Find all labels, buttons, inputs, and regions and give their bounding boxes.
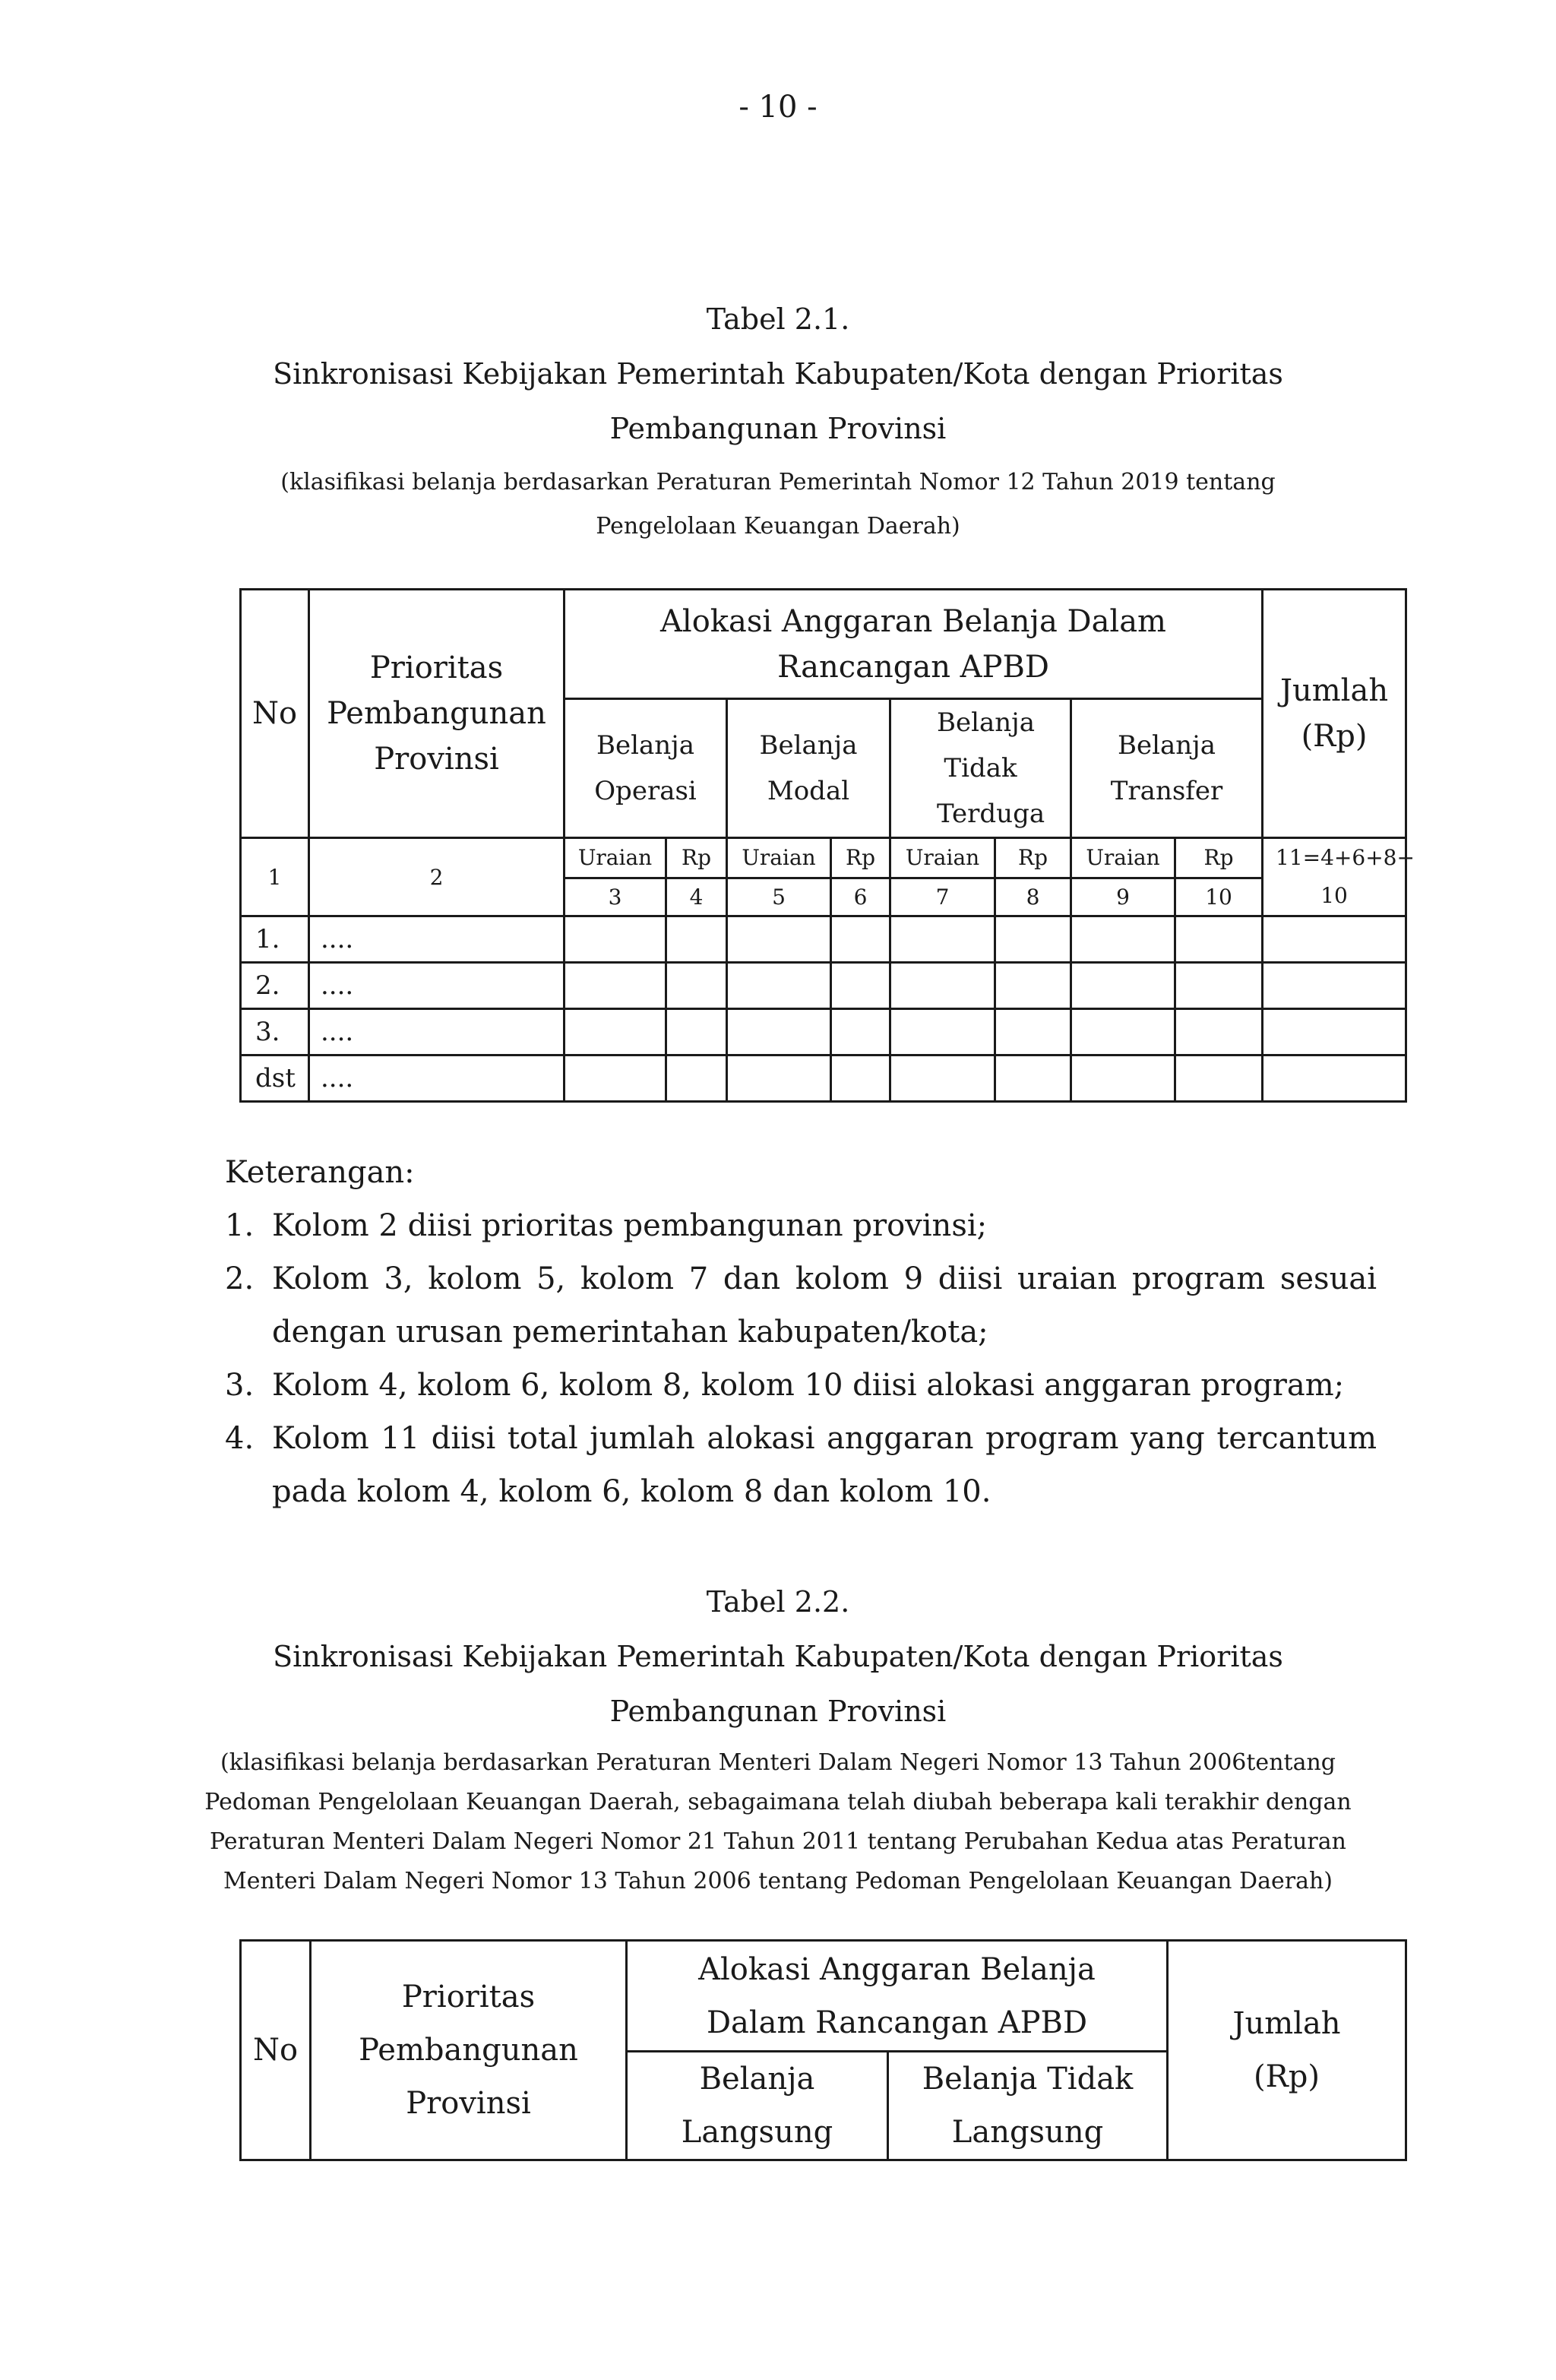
cell	[1263, 1009, 1406, 1055]
cell	[727, 1055, 831, 1102]
table2-note: (klasifikasi belanja berdasarkan Peraturan Menteri Dalam Negeri Nomor 13 Tahun 2006tentang Pedoman Pengelolaan Keuangan Daerah, sebagaimana telah diubah beberapa kali terakhir dengan Peraturan Menteri Dalam Negeri Nomor 21 Tahun 2011 tentang Perubahan Kedua atas Peraturan Menteri Dalam Negeri Nomor 13 Tahun 2006 tentang Pedoman Pengelolaan Keuangan Daerah)	[204, 1749, 1352, 1894]
cell	[727, 916, 831, 963]
table2	[239, 1939, 1407, 2161]
header-jumlah: Jumlah (Rp)	[1263, 590, 1406, 838]
colnum-3: 3	[565, 878, 666, 916]
cell	[1263, 1055, 1406, 1102]
row-no: 2.	[241, 963, 309, 1009]
list-item	[225, 1252, 1377, 1359]
subheader-rp: Rp	[1175, 838, 1263, 878]
header-prioritas: Prioritas Pembangunan Provinsi	[309, 590, 565, 838]
cell	[831, 963, 890, 1009]
list-marker: 1.	[225, 1208, 255, 1243]
cell	[831, 1055, 890, 1102]
cell	[995, 1009, 1071, 1055]
cell	[666, 963, 727, 1009]
subheader-rp: Rp	[831, 838, 890, 878]
subheader-rp: Rp	[666, 838, 727, 878]
cell	[727, 1009, 831, 1055]
cell	[1175, 963, 1263, 1009]
cell	[1071, 1009, 1175, 1055]
cell	[995, 916, 1071, 963]
header-no: No	[241, 590, 309, 838]
cell	[890, 1009, 995, 1055]
list-marker: 4.	[225, 1421, 255, 1456]
colnum-1: 1	[241, 838, 309, 916]
subheader-uraian: Uraian	[890, 838, 995, 878]
list-text: Kolom 2 diisi prioritas pembangunan provinsi;	[272, 1208, 988, 1243]
colnum-7: 7	[890, 878, 995, 916]
cell	[1071, 916, 1175, 963]
table-row	[241, 963, 1406, 1009]
cell	[1175, 1009, 1263, 1055]
row-item: ....	[309, 1009, 565, 1055]
header-belanja-tidak-langsung: Belanja Tidak Langsung	[888, 2052, 1168, 2160]
subheader-rp: Rp	[995, 838, 1071, 878]
table1	[239, 588, 1415, 1103]
row-no: dst	[241, 1055, 309, 1102]
subheader-uraian: Uraian	[1071, 838, 1175, 878]
header-jumlah: Jumlah (Rp)	[1168, 1941, 1406, 2160]
cell	[1175, 916, 1263, 963]
cell	[565, 916, 666, 963]
cell	[831, 1009, 890, 1055]
cell	[666, 1009, 727, 1055]
colnum-2: 2	[309, 838, 565, 916]
cell	[565, 963, 666, 1009]
table1-title: Sinkronisasi Kebijakan Pemerintah Kabupaten/Kota dengan Prioritas Pembangunan Provinsi	[273, 357, 1283, 445]
cell	[1071, 963, 1175, 1009]
subheader-uraian: Uraian	[565, 838, 666, 878]
cell	[831, 916, 890, 963]
list-item	[225, 1412, 1377, 1518]
list-text: Kolom 4, kolom 6, kolom 8, kolom 10 diisi alokasi anggaran program;	[272, 1368, 1345, 1403]
colnum-9: 9	[1071, 878, 1175, 916]
list-marker: 3.	[225, 1368, 255, 1403]
list-marker: 2.	[225, 1261, 255, 1296]
row-item: ....	[309, 916, 565, 963]
table1-label: Tabel 2.1.	[706, 302, 850, 336]
header-belanja-langsung: Belanja Langsung	[627, 2052, 888, 2160]
header-no: No	[241, 1941, 311, 2160]
list-item	[225, 1199, 1377, 1252]
cell	[890, 916, 995, 963]
header-belanja-transfer: Belanja Transfer	[1071, 699, 1263, 838]
notes-section	[225, 1146, 1377, 1518]
cell	[1263, 916, 1406, 963]
header-alokasi: Alokasi Anggaran Belanja Dalam Rancangan APBD	[627, 1941, 1168, 2052]
cell	[995, 1055, 1071, 1102]
cell	[666, 1055, 727, 1102]
table-row	[241, 1009, 1406, 1055]
header-prioritas: Prioritas Pembangunan Provinsi	[311, 1941, 627, 2160]
list-item	[225, 1359, 1377, 1412]
list-text: Kolom 3, kolom 5, kolom 7 dan kolom 9 diisi uraian program sesuai dengan urusan pemerintahan kabupaten/kota;	[272, 1261, 1377, 1350]
colnum-10: 10	[1175, 878, 1263, 916]
colnum-6: 6	[831, 878, 890, 916]
cell	[565, 1009, 666, 1055]
table-row	[241, 1055, 1406, 1102]
table2-title: Sinkronisasi Kebijakan Pemerintah Kabupaten/Kota dengan Prioritas Pembangunan Provinsi	[273, 1640, 1283, 1728]
cell	[890, 1055, 995, 1102]
cell	[1071, 1055, 1175, 1102]
cell	[1263, 963, 1406, 1009]
table-row	[241, 916, 1406, 963]
cell	[565, 1055, 666, 1102]
colnum-4: 4	[666, 878, 727, 916]
table1-caption	[182, 292, 1374, 549]
row-item: ....	[309, 963, 565, 1009]
row-no: 1.	[241, 916, 309, 963]
header-belanja-tidak-terduga: Belanja Tidak Terduga	[890, 699, 1071, 838]
header-alokasi: Alokasi Anggaran Belanja Dalam Rancangan APBD	[565, 590, 1263, 699]
row-no: 3.	[241, 1009, 309, 1055]
header-belanja-modal: Belanja Modal	[727, 699, 890, 838]
colnum-8: 8	[995, 878, 1071, 916]
cell	[727, 963, 831, 1009]
colnum-5: 5	[727, 878, 831, 916]
notes-title: Keterangan:	[225, 1155, 415, 1190]
subheader-uraian: Uraian	[727, 838, 831, 878]
list-text: Kolom 11 diisi total jumlah alokasi anggaran program yang tercantum pada kolom 4, kolom 6, kolom 8 dan kolom 10.	[272, 1421, 1377, 1509]
cell	[995, 963, 1071, 1009]
table2-label: Tabel 2.2.	[706, 1585, 850, 1619]
cell	[666, 916, 727, 963]
header-belanja-operasi: Belanja Operasi	[565, 699, 727, 838]
cell	[890, 963, 995, 1009]
row-item: ....	[309, 1055, 565, 1102]
notes-list	[225, 1199, 1377, 1518]
table2-caption	[182, 1575, 1374, 1901]
colnum-11: 11=4+6+8+ 10	[1263, 838, 1406, 916]
table1-note: (klasifikasi belanja berdasarkan Peraturan Pemerintah Nomor 12 Tahun 2019 tentang Pengelolaan Keuangan Daerah)	[280, 469, 1276, 540]
page-number: - 10 -	[738, 90, 818, 125]
cell	[1175, 1055, 1263, 1102]
